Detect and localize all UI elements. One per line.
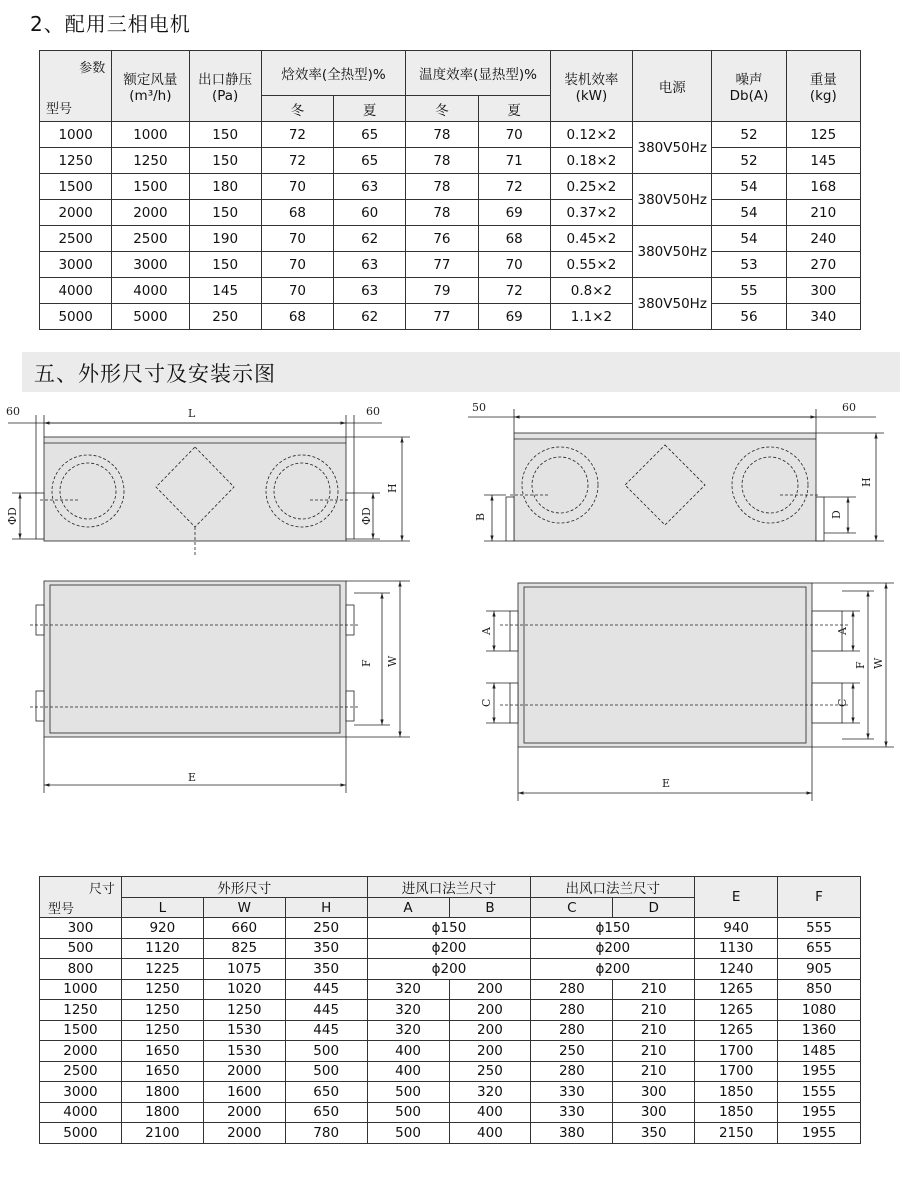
table-row — [40, 1082, 861, 1103]
table-cell: 500 — [285, 1041, 367, 1062]
table-cell: 0.12×2 — [550, 122, 632, 148]
dim-label-phiD: ΦD — [360, 507, 373, 525]
table-cell: 63 — [334, 252, 406, 278]
header-temperature: 温度效率(显热型)% — [406, 51, 551, 96]
table-row — [40, 1041, 861, 1062]
table-cell: 0.55×2 — [550, 252, 632, 278]
section-band — [22, 352, 900, 392]
table-cell: 555 — [778, 918, 861, 939]
table-cell: 445 — [285, 1020, 367, 1041]
table-cell: 150 — [189, 122, 261, 148]
header-enthalpy: 焓效率(全热型)% — [261, 51, 406, 96]
table-cell: ϕ200 — [531, 959, 695, 980]
table-cell: 4000 — [40, 1102, 122, 1123]
table-cell: 500 — [40, 938, 122, 959]
table-cell: 1240 — [695, 959, 778, 980]
table-cell: ϕ150 — [367, 918, 531, 939]
table-cell: 1800 — [121, 1082, 203, 1103]
table-cell: 1.1×2 — [550, 304, 632, 330]
header-airflow: 额定风量 (m³/h) — [112, 51, 189, 122]
table-cell: 2150 — [695, 1123, 778, 1144]
table-cell: 54 — [712, 200, 786, 226]
table-cell: 1250 — [40, 1000, 122, 1021]
dim-label-H: H — [386, 483, 399, 493]
header-H: H — [285, 898, 367, 918]
table-cell: 1800 — [121, 1102, 203, 1123]
table-cell: 300 — [786, 278, 860, 304]
table-cell: 65 — [334, 122, 406, 148]
table-row — [40, 1102, 861, 1123]
table-cell: 800 — [40, 959, 122, 980]
table-cell: 150 — [189, 252, 261, 278]
dim-label-L: L — [188, 407, 196, 420]
table-cell: 250 — [531, 1041, 613, 1062]
header-winter: 冬 — [261, 96, 333, 122]
table-cell: 71 — [478, 148, 550, 174]
table-cell: 2500 — [40, 1061, 122, 1082]
table-cell: 0.18×2 — [550, 148, 632, 174]
header-power: 装机效率 (kW) — [550, 51, 632, 122]
front-view-right — [468, 409, 884, 541]
table-cell: 72 — [478, 174, 550, 200]
header-winter: 冬 — [406, 96, 478, 122]
table-row — [40, 1000, 861, 1021]
table-row — [40, 938, 861, 959]
table-cell: 79 — [406, 278, 478, 304]
table-cell: 1265 — [695, 1020, 778, 1041]
table-cell: 280 — [531, 1000, 613, 1021]
table-cell: 650 — [285, 1082, 367, 1103]
table-cell: ϕ200 — [531, 938, 695, 959]
table-cell: 77 — [406, 304, 478, 330]
table-cell: 210 — [613, 979, 695, 1000]
table-cell: 200 — [449, 1020, 531, 1041]
table-cell: 0.45×2 — [550, 226, 632, 252]
table-cell: 200 — [449, 1041, 531, 1062]
table-cell: 320 — [449, 1082, 531, 1103]
header-corner: 参数 型号 — [40, 51, 112, 122]
table-cell: 69 — [478, 200, 550, 226]
dim-label-60: 60 — [6, 405, 20, 418]
table-cell: 210 — [786, 200, 860, 226]
table-cell: 1250 — [121, 1000, 203, 1021]
table-cell: 70 — [261, 252, 333, 278]
section-title-dimensions: 五、外形尺寸及安装示图 — [34, 362, 276, 386]
table-cell: 400 — [367, 1061, 449, 1082]
table-cell: 1700 — [695, 1041, 778, 1062]
table-cell: 52 — [712, 122, 786, 148]
table-cell: 2000 — [203, 1102, 285, 1123]
table-row — [40, 979, 861, 1000]
header-outlet-flange: 出风口法兰尺寸 — [531, 877, 695, 898]
table-cell: 1120 — [121, 938, 203, 959]
table-cell: 500 — [285, 1061, 367, 1082]
table-row — [40, 200, 861, 226]
table-cell: 1500 — [40, 1020, 122, 1041]
plan-view-left — [30, 581, 410, 793]
table-cell: 5000 — [112, 304, 189, 330]
header-inlet-flange: 进风口法兰尺寸 — [367, 877, 531, 898]
table-cell: 125 — [786, 122, 860, 148]
table-cell: 920 — [121, 918, 203, 939]
table-cell: 330 — [531, 1082, 613, 1103]
table-cell: 350 — [613, 1123, 695, 1144]
table-cell: 280 — [531, 979, 613, 1000]
table-cell: 2000 — [112, 200, 189, 226]
table-cell: 1600 — [203, 1082, 285, 1103]
table-cell: 1250 — [203, 1000, 285, 1021]
table-cell: 3000 — [112, 252, 189, 278]
table-cell: 0.25×2 — [550, 174, 632, 200]
table-cell: 55 — [712, 278, 786, 304]
table-cell: 2000 — [40, 200, 112, 226]
table-cell: 78 — [406, 148, 478, 174]
table-cell: 2100 — [121, 1123, 203, 1144]
table-cell: 905 — [778, 959, 861, 980]
table-cell: 400 — [449, 1123, 531, 1144]
table-cell: 1130 — [695, 938, 778, 959]
table-cell: 68 — [261, 200, 333, 226]
table-cell: 52 — [712, 148, 786, 174]
dim-label-D: D — [830, 510, 843, 519]
header-D: D — [613, 898, 695, 918]
table-cell: 76 — [406, 226, 478, 252]
table-cell: 5000 — [40, 1123, 122, 1144]
table-cell: 145 — [786, 148, 860, 174]
table-cell: 400 — [367, 1041, 449, 1062]
table-cell: 1225 — [121, 959, 203, 980]
dimension-table-body — [40, 918, 861, 1144]
header-W: W — [203, 898, 285, 918]
table-cell: 63 — [334, 278, 406, 304]
dim-label-W: W — [386, 655, 399, 667]
table-cell: 1500 — [40, 174, 112, 200]
table-cell: 54 — [712, 226, 786, 252]
table-cell: 500 — [367, 1082, 449, 1103]
table-row — [40, 278, 861, 304]
table-row — [40, 959, 861, 980]
table-cell: 168 — [786, 174, 860, 200]
table-cell: 210 — [613, 1000, 695, 1021]
header-C: C — [531, 898, 613, 918]
table-cell: 655 — [778, 938, 861, 959]
front-view-left — [8, 415, 410, 555]
table-cell: 330 — [531, 1102, 613, 1123]
dim-label-W: W — [872, 657, 885, 669]
table-cell: 70 — [261, 226, 333, 252]
table-cell: 210 — [613, 1020, 695, 1041]
header-F: F — [778, 877, 861, 918]
table-cell: 2500 — [112, 226, 189, 252]
table-cell: 60 — [334, 200, 406, 226]
table-row — [40, 148, 861, 174]
installation-drawings — [0, 395, 900, 805]
table-cell: 280 — [531, 1061, 613, 1082]
table-cell: 850 — [778, 979, 861, 1000]
table-row — [40, 1061, 861, 1082]
table-cell: 77 — [406, 252, 478, 278]
table-cell: 825 — [203, 938, 285, 959]
table-cell: 780 — [285, 1123, 367, 1144]
table-cell: 240 — [786, 226, 860, 252]
header-L: L — [121, 898, 203, 918]
table-cell: 68 — [261, 304, 333, 330]
table-cell: 1955 — [778, 1061, 861, 1082]
table-cell: 210 — [613, 1061, 695, 1082]
table-row — [40, 174, 861, 200]
table-cell: 68 — [478, 226, 550, 252]
table-cell: 1530 — [203, 1020, 285, 1041]
table-cell: 500 — [367, 1123, 449, 1144]
dim-label-C: C — [836, 698, 849, 707]
table-cell: 1650 — [121, 1041, 203, 1062]
table-cell: 1360 — [778, 1020, 861, 1041]
header-supply: 电源 — [633, 51, 712, 122]
table-cell: 340 — [786, 304, 860, 330]
table-cell: 2000 — [203, 1061, 285, 1082]
table-cell: 1650 — [121, 1061, 203, 1082]
table-cell: 150 — [189, 200, 261, 226]
table-cell: 72 — [261, 148, 333, 174]
table-cell: 1955 — [778, 1123, 861, 1144]
table-cell: 1850 — [695, 1082, 778, 1103]
table-cell: ϕ150 — [531, 918, 695, 939]
table-cell: 1250 — [121, 979, 203, 1000]
table-row — [40, 918, 861, 939]
table-cell: 1265 — [695, 979, 778, 1000]
table-cell: 940 — [695, 918, 778, 939]
table-cell: 63 — [334, 174, 406, 200]
table-cell: 660 — [203, 918, 285, 939]
dim-label-E: E — [662, 777, 671, 790]
table-cell: 70 — [478, 252, 550, 278]
table-cell: 320 — [367, 1000, 449, 1021]
supply-cell: 380V50Hz — [633, 122, 712, 174]
table-cell: 300 — [40, 918, 122, 939]
table-cell: 200 — [449, 1000, 531, 1021]
table-cell: 0.8×2 — [550, 278, 632, 304]
table-cell: 350 — [285, 959, 367, 980]
header-B: B — [449, 898, 531, 918]
header-summer: 夏 — [334, 96, 406, 122]
dimension-table — [39, 876, 861, 1144]
supply-cell: 380V50Hz — [633, 226, 712, 278]
header-outer-size: 外形尺寸 — [121, 877, 367, 898]
table-cell: 1530 — [203, 1041, 285, 1062]
table-cell: 250 — [449, 1061, 531, 1082]
header-E: E — [695, 877, 778, 918]
table-cell: 1485 — [778, 1041, 861, 1062]
table-cell: 70 — [261, 278, 333, 304]
table-cell: 0.37×2 — [550, 200, 632, 226]
table-cell: 1000 — [112, 122, 189, 148]
table-cell: 2000 — [203, 1123, 285, 1144]
header-pressure: 出口静压 (Pa) — [189, 51, 261, 122]
table-cell: ϕ200 — [367, 959, 531, 980]
table-cell: 65 — [334, 148, 406, 174]
table-row — [40, 122, 861, 148]
table-cell: 400 — [449, 1102, 531, 1123]
dim-label-50: 50 — [472, 401, 486, 414]
table-cell: 3000 — [40, 1082, 122, 1103]
header-A: A — [367, 898, 449, 918]
table-cell: 190 — [189, 226, 261, 252]
table-cell: 210 — [613, 1041, 695, 1062]
table-cell: 69 — [478, 304, 550, 330]
table-cell: 1850 — [695, 1102, 778, 1123]
plan-view-right — [486, 583, 894, 801]
table-cell: 1265 — [695, 1000, 778, 1021]
table-cell: 145 — [189, 278, 261, 304]
section-title-motor: 2、配用三相电机 — [30, 12, 191, 36]
dim-label-60: 60 — [842, 401, 856, 414]
header-corner: 尺寸 型号 — [40, 877, 122, 918]
table-cell: 300 — [613, 1102, 695, 1123]
table-cell: ϕ200 — [367, 938, 531, 959]
table-cell: 1555 — [778, 1082, 861, 1103]
table-cell: 56 — [712, 304, 786, 330]
table-row — [40, 1020, 861, 1041]
dim-label-E: E — [188, 771, 197, 784]
table-cell: 1250 — [40, 148, 112, 174]
table-cell: 1000 — [40, 979, 122, 1000]
table-cell: 70 — [478, 122, 550, 148]
table-cell: 62 — [334, 304, 406, 330]
dim-label-C: C — [480, 698, 493, 707]
table-cell: 3000 — [40, 252, 112, 278]
motor-table-body — [40, 122, 861, 330]
table-cell: 78 — [406, 174, 478, 200]
dim-label-F: F — [854, 661, 867, 669]
dim-label-A: A — [480, 627, 493, 635]
table-cell: 1700 — [695, 1061, 778, 1082]
dim-label-60: 60 — [366, 405, 380, 418]
table-row — [40, 1123, 861, 1144]
header-weight: 重量 (kg) — [786, 51, 860, 122]
table-row — [40, 226, 861, 252]
table-cell: 445 — [285, 979, 367, 1000]
dim-label-A: A — [836, 627, 849, 635]
table-cell: 650 — [285, 1102, 367, 1123]
table-row — [40, 304, 861, 330]
header-noise: 噪声 Db(A) — [712, 51, 786, 122]
supply-cell: 380V50Hz — [633, 278, 712, 330]
table-cell: 300 — [613, 1082, 695, 1103]
table-cell: 78 — [406, 200, 478, 226]
table-cell: 250 — [189, 304, 261, 330]
table-cell: 500 — [367, 1102, 449, 1123]
table-cell: 78 — [406, 122, 478, 148]
table-cell: 250 — [285, 918, 367, 939]
table-cell: 1250 — [121, 1020, 203, 1041]
table-cell: 2000 — [40, 1041, 122, 1062]
table-cell: 1955 — [778, 1102, 861, 1123]
dim-label-F: F — [360, 659, 373, 667]
table-cell: 4000 — [40, 278, 112, 304]
table-cell: 72 — [261, 122, 333, 148]
table-cell: 53 — [712, 252, 786, 278]
table-cell: 1020 — [203, 979, 285, 1000]
table-cell: 200 — [449, 979, 531, 1000]
table-cell: 72 — [478, 278, 550, 304]
dim-label-B: B — [474, 512, 487, 521]
table-cell: 4000 — [112, 278, 189, 304]
table-cell: 1250 — [112, 148, 189, 174]
table-cell: 320 — [367, 979, 449, 1000]
table-cell: 70 — [261, 174, 333, 200]
dim-label-phiD: ΦD — [6, 507, 19, 525]
table-cell: 270 — [786, 252, 860, 278]
table-cell: 150 — [189, 148, 261, 174]
table-cell: 280 — [531, 1020, 613, 1041]
table-cell: 1000 — [40, 122, 112, 148]
table-cell: 2500 — [40, 226, 112, 252]
table-cell: 445 — [285, 1000, 367, 1021]
table-row — [40, 252, 861, 278]
header-summer: 夏 — [478, 96, 550, 122]
table-cell: 1075 — [203, 959, 285, 980]
motor-spec-table — [39, 50, 861, 330]
table-cell: 180 — [189, 174, 261, 200]
table-cell: 1080 — [778, 1000, 861, 1021]
dim-label-H: H — [860, 477, 873, 487]
supply-cell: 380V50Hz — [633, 174, 712, 226]
table-cell: 1500 — [112, 174, 189, 200]
table-cell: 5000 — [40, 304, 112, 330]
table-cell: 380 — [531, 1123, 613, 1144]
table-cell: 54 — [712, 174, 786, 200]
table-cell: 62 — [334, 226, 406, 252]
table-cell: 350 — [285, 938, 367, 959]
table-cell: 320 — [367, 1020, 449, 1041]
